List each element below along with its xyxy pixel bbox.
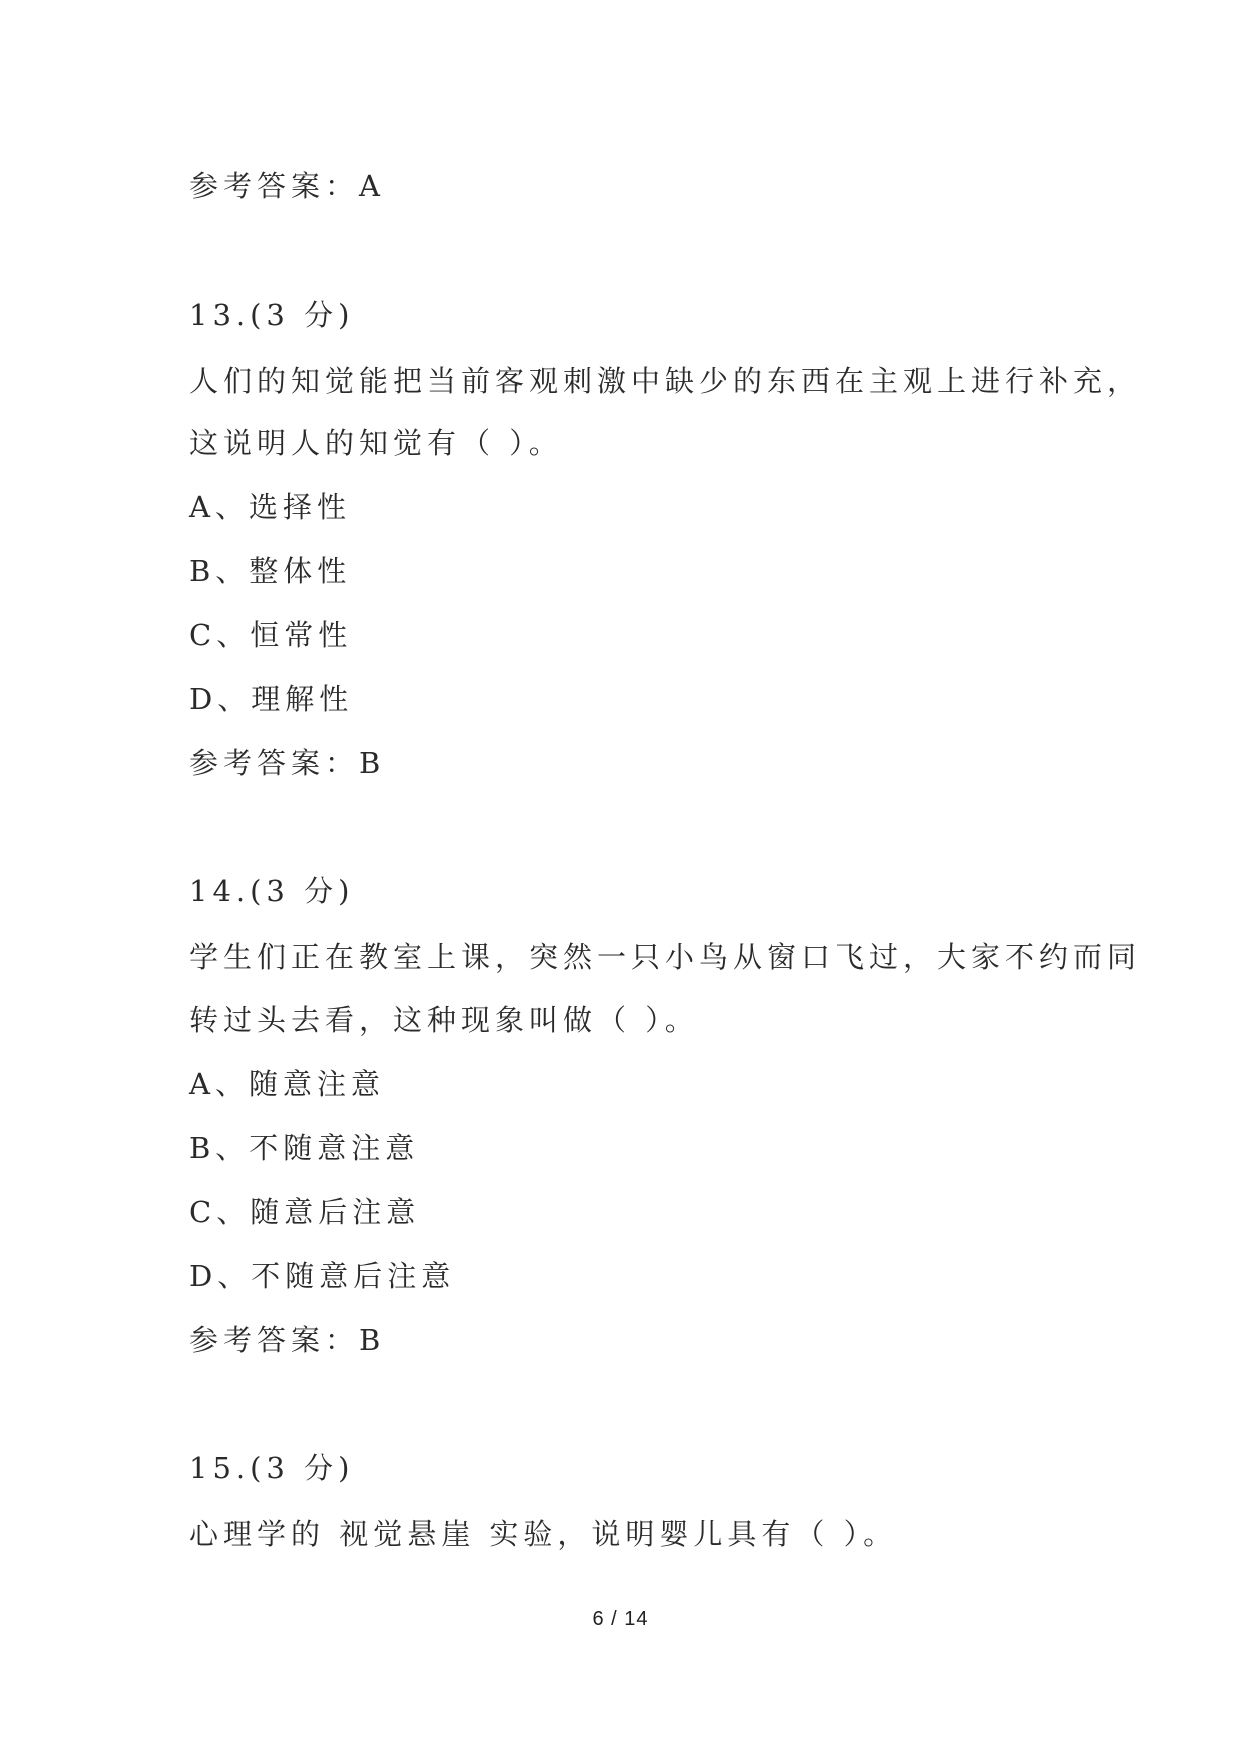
question-header: 14.(3 分): [189, 874, 355, 908]
option-a: A、随意注意: [189, 1067, 385, 1101]
option-b: B、不随意注意: [189, 1131, 420, 1165]
question-stem-line: 心理学的 视觉悬崖 实验，说明婴儿具有（ ）。: [189, 1517, 898, 1551]
previous-answer: 参考答案：A: [189, 169, 385, 203]
question-header: 15.(3 分): [189, 1451, 355, 1485]
option-a: A、选择性: [189, 490, 351, 524]
option-c: C、随意后注意: [189, 1195, 421, 1229]
question-stem-line: 这说明人的知觉有（ ）。: [189, 426, 563, 460]
question-stem-line: 人们的知觉能把当前客观刺激中缺少的东西在主观上进行补充，: [189, 364, 1142, 398]
option-c: C、恒常性: [189, 618, 353, 652]
question-stem-line: 转过头去看，这种现象叫做（ ）。: [189, 1003, 699, 1037]
answer: 参考答案：B: [189, 746, 386, 780]
question-header: 13.(3 分): [189, 298, 355, 332]
page-number: 6 / 14: [592, 1608, 649, 1630]
option-d: D、不随意后注意: [189, 1259, 456, 1293]
question-stem-line: 学生们正在教室上课，突然一只小鸟从窗口飞过，大家不约而同: [189, 940, 1142, 974]
answer: 参考答案：B: [189, 1323, 386, 1357]
option-b: B、整体性: [189, 554, 352, 588]
option-d: D、理解性: [189, 682, 354, 716]
